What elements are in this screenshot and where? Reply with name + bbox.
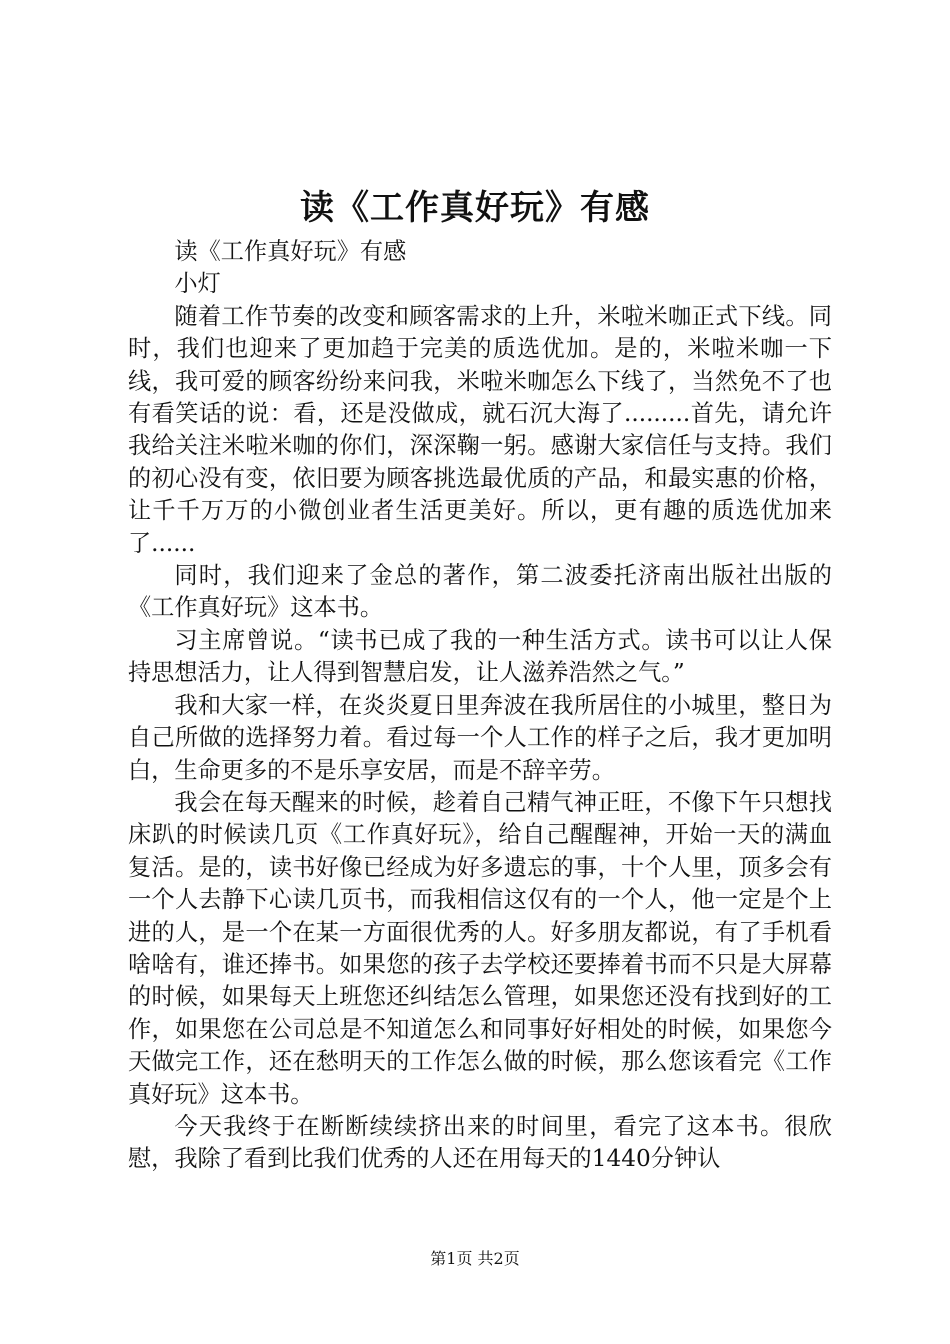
paragraph-author: 小灯 — [174, 270, 221, 298]
paragraph-text: 我和大家一样，在炎炎夏日里奔波在我所居住的小城里，整日为自己所做的选择努力着。看过每一个人工作的样子之后，我才更加明白，生命更多的不是乐享安居，而是不辞辛劳。 — [128, 691, 832, 784]
document-body — [128, 236, 832, 1176]
paragraph-subtitle: 读《工作真好玩》有感 — [174, 238, 407, 265]
page-number-footer: 第1页 共2页 — [430, 1249, 520, 1268]
paragraph-text: 同时，我们迎来了金总的著作，第二波委托济南出版社出版的《工作真好玩》这本书。 — [128, 562, 832, 622]
paragraph-text: 我会在每天醒来的时候，趁着自己精气神正旺，不像下午只想找床趴的时候读几页《工作真好玩》，给自己醒醒神，开始一天的满血复活。是的，读书好像已经成为好多遗忘的事，十个人里，顶多会有一个人去静下心读几页书，而我相信这仅有的一个人，他一定是个上进的人，是一个在某一方面很优秀的人。好多朋友都说，有了手机看啥啥有，谁还捧书。如果您的孩子去学校还要捧着书而不只是大屏幕的时候，如果每天上班您还纠结怎么管理，如果您还没有找到好的工作，如果您在公司总是不知道怎么和同事好好相处的时候，如果您今天做完工作，还在愁明天的工作怎么做的时候，那么您该看完《工作真好玩》这本书。 — [128, 788, 832, 1108]
paragraph-text: 随着工作节奏的改变和顾客需求的上升，米啦米咖正式下线。同时，我们也迎来了更加趋于完美的质选优加。是的，米啦米咖一下线，我可爱的顾客纷纷来问我，米啦米咖怎么下线了，当然免不了也有看笑话的说：看，还是没做成，就石沉大海了.........首先，请允许我给关注米啦米咖的你们，深深鞠一躬。感谢大家信任与支持。我们的初心没有变，依旧要为顾客挑选最优质的产品，和最实惠的价格，让千千万万的小微创业者生活更美好。所以，更有趣的质选优加来了...... — [128, 302, 832, 557]
paragraph-text: 习主席曾说。“读书已成了我的一种生活方式。读书可以让人保持思想活力，让人得到智慧启发，让人滋养浩然之气。” — [128, 626, 832, 687]
paragraph-text: 今天我终于在断断续续挤出来的时间里，看完了这本书。很欣慰，我除了看到比我们优秀的人还在用每天的1440分钟认 — [128, 1112, 832, 1173]
document-title: 读《工作真好玩》有感 — [300, 188, 650, 228]
